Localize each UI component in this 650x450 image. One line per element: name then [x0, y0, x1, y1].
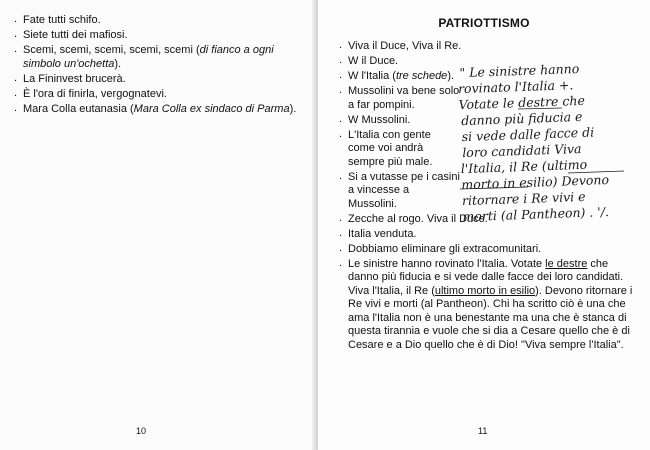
handwriting-line: rovinato l'Italia +.: [457, 77, 574, 97]
left-list: [14, 14, 304, 118]
list-item: [14, 14, 304, 28]
list-item: [339, 70, 460, 84]
item-text: Italia venduta.: [348, 227, 417, 240]
handwriting-line: Votate le destre che: [458, 92, 586, 113]
handwriting-line: danno più fiducia e: [460, 108, 583, 129]
list-item: [339, 171, 460, 212]
item-italic: tre schede: [395, 70, 448, 82]
item-text: che danno più fiducia e si vede dalle facce dei loro candidati. Viva l'Italia, il Re (: [348, 257, 624, 297]
handwriting-line: " Le sinistre hanno: [459, 60, 580, 81]
handwritten-ballot-note: [456, 58, 646, 228]
item-text: Siete tutti dei mafiosi.: [23, 29, 128, 41]
item-text: L'Italia con gente come voi andrà sempre più male.: [348, 128, 433, 168]
item-italic: di fianco a ogni simbolo un'ochetta: [23, 44, 274, 70]
handwriting-line: ritornare i Re vivi e: [461, 188, 586, 209]
item-text: È l'ora di finirla, vergognatevi.: [23, 87, 167, 100]
item-after: ).: [447, 70, 455, 82]
handwriting-line: morti (al Pantheon) . '/.: [462, 204, 610, 225]
page-number-right: 11: [478, 426, 488, 436]
list-item: [339, 228, 638, 242]
item-text: Dobbiamo eliminare gli extracomunitari.: [348, 242, 542, 255]
list-item: [14, 103, 304, 117]
handwriting-line: si vede dalle facce di: [461, 124, 595, 145]
list-item: [14, 44, 304, 71]
item-text: W Mussolini.: [348, 113, 411, 126]
item-underlined: ultimo morto in esilio: [434, 284, 536, 297]
list-item: [339, 243, 638, 257]
handwriting-line: loro candidati Viva: [462, 140, 582, 161]
left-page: [0, 0, 318, 450]
list-item: [339, 55, 460, 69]
list-item: [14, 73, 304, 87]
right-page: [318, 0, 650, 450]
handwriting-line: morto in esilio) Devono: [461, 172, 610, 193]
item-text: Fate tutti schifo.: [23, 14, 101, 26]
item-text: Viva il Duce, Viva il Re.: [348, 40, 462, 52]
item-text: Zecche al rogo. Viva il Duce.: [348, 212, 488, 225]
item-after: ).: [114, 57, 122, 70]
list-item: [339, 114, 460, 128]
item-text: Mara Colla eutanasia (: [23, 102, 134, 115]
item-text: Scemi, scemi, scemi, scemi, scemi (: [23, 44, 200, 56]
item-after: ).: [289, 102, 297, 115]
item-underlined: le destre: [545, 257, 588, 270]
item-text: W il Duce.: [348, 55, 399, 67]
page-number-left: 10: [136, 426, 147, 436]
item-italic: Mara Colla ex sindaco di Parma: [133, 102, 290, 115]
list-item: [339, 40, 638, 54]
list-item: [339, 85, 460, 112]
item-text: Le sinistre hanno rovinato l'Italia. Votate: [348, 257, 546, 270]
list-item: [14, 29, 304, 43]
item-text: ). Devono ritornare i Re vivi e morti (al Pantheon). Chi ha scritto ciò è una che ama l'Italia non è una benestante ma una che è stanca di questa tirannia e vuole che si dia a Cesare quello che è di Cesare e a Dio quello che è di Dio! "Viva sempre l'Italia".: [348, 284, 633, 351]
list-item: [14, 88, 304, 102]
handwriting-line: l'Italia, il Re (ultimo: [460, 156, 588, 177]
item-text: La Fininvest brucerà.: [23, 72, 126, 85]
item-text: Si a vutasse pe i casini a vincesse a Mussolini.: [348, 170, 460, 210]
list-item-long: [339, 258, 638, 353]
handwriting-image: [456, 58, 646, 228]
section-title: PATRIOTTISMO: [438, 16, 530, 30]
item-text: Mussolini va bene solo a far pompini.: [348, 85, 460, 111]
list-item: [339, 129, 460, 170]
item-text: W l'Italia (: [348, 70, 396, 82]
